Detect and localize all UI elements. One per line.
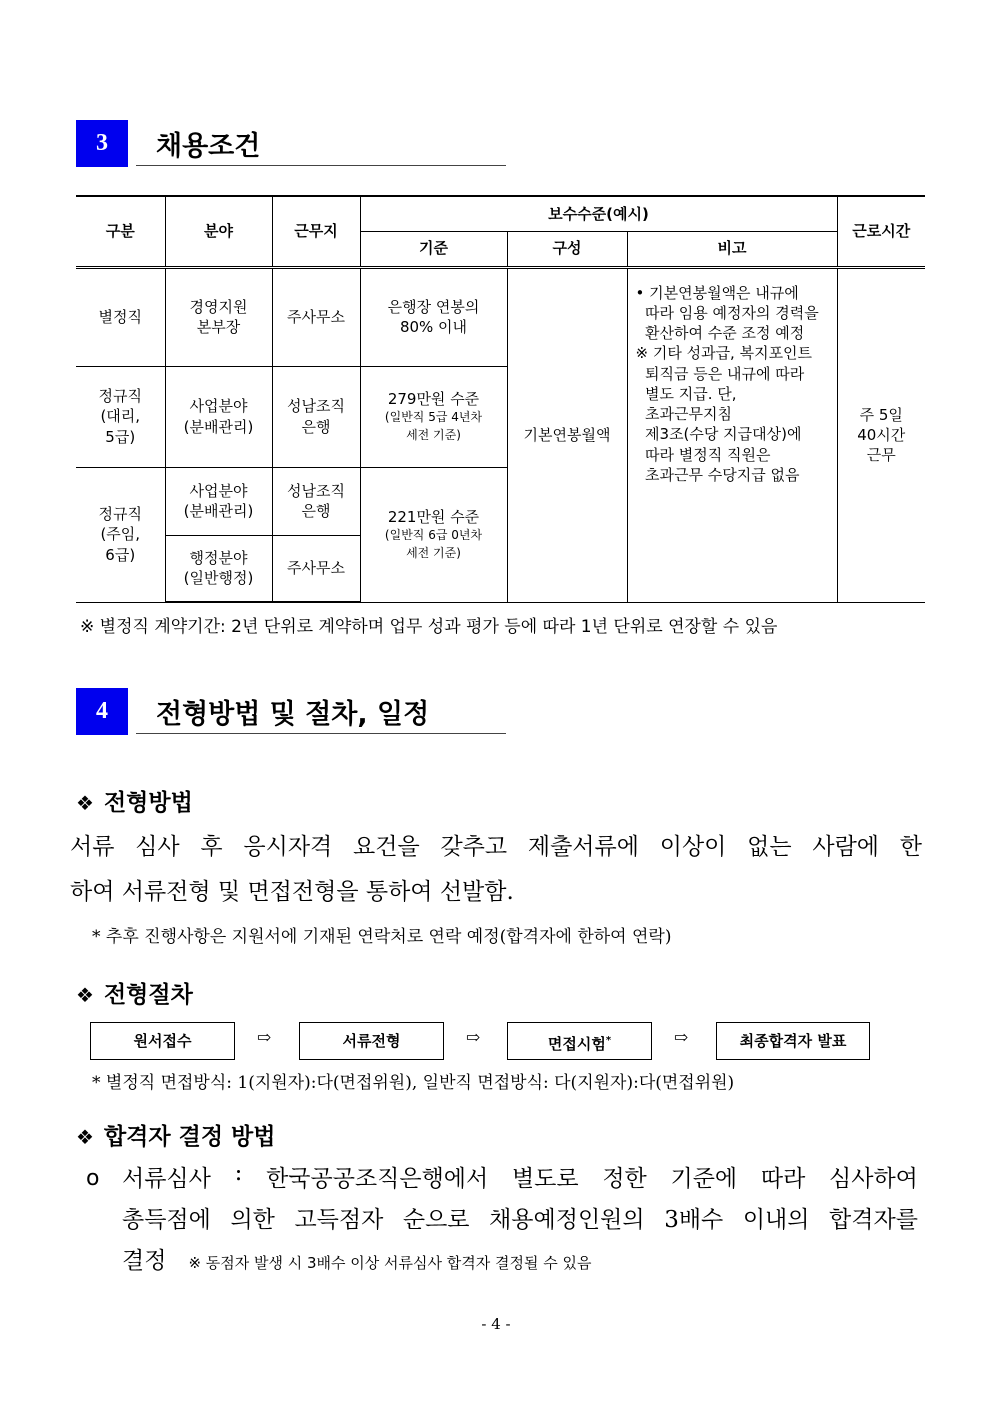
- header-pay-composition: 구성: [507, 231, 627, 267]
- section-title: 전형방법 및 절차, 일정: [156, 699, 430, 730]
- method-text-line-2: 하여 서류전형 및 면접전형을 통하여 선발함.: [70, 879, 514, 905]
- decision-note: ※ 동점자 발생 시 3배수 이상 서류심사 합격자 결정될 수 있음: [188, 1254, 592, 1272]
- diamond-bullet-icon: ❖: [76, 1125, 94, 1149]
- right-arrow-icon: ⇨: [674, 1028, 689, 1048]
- cell-field: 행정분야 (일반행정): [165, 535, 272, 602]
- header-remarks: 비고: [627, 231, 837, 267]
- step-final-announcement: 최종합격자 발표: [716, 1022, 870, 1060]
- diamond-bullet-icon: ❖: [76, 791, 94, 815]
- cell-field: 사업분야 (분배관리): [165, 467, 272, 535]
- section-title: 채용조건: [156, 131, 261, 162]
- header-pay-basis: 기준: [360, 231, 507, 267]
- decision-text-line-1: 서류심사 : 한국공공조직은행에서 별도로 정한 기준에 따라 심사하여: [122, 1160, 918, 1192]
- table-row: [76, 267, 925, 366]
- cell-category: 정규직 (주임, 6급): [76, 467, 165, 602]
- procedure-note: * 별정직 면접방식: 1(지원자):다(면접위원), 일반직 면접방식: 다(지원자):다(면접위원): [92, 1073, 735, 1093]
- step-application: 원서접수: [90, 1022, 235, 1060]
- employment-conditions-table: [76, 195, 925, 603]
- cell-pay-basis: 221만원 수준 (일반직 6급 0년차 세전 기준): [360, 467, 507, 602]
- section-underline: [136, 733, 506, 734]
- cell-pay-basis: 은행장 연봉의 80% 이내: [360, 267, 507, 366]
- section-underline: [136, 165, 506, 166]
- method-text-line-1: 서류 심사 후 응시자격 요건을 갖추고 제출서류에 이상이 없는 사람에 한: [70, 834, 922, 860]
- cell-location: 주사무소: [272, 535, 360, 602]
- header-pay-level: 보수수준(예시): [360, 196, 837, 231]
- decision-text-line-2: 총득점에 의한 고득점자 순으로 채용예정인원의 3배수 이내의 합격자를: [122, 1207, 918, 1233]
- cell-pay-composition: 기본연봉월액: [507, 267, 627, 602]
- right-arrow-icon: ⇨: [257, 1028, 272, 1048]
- cell-work-hours: 주 5일 40시간 근무: [837, 267, 925, 602]
- section-number-badge: 3: [76, 120, 128, 167]
- procedure-heading: ❖ 전형절차: [76, 982, 193, 1008]
- decision-text-line-3: 결정 ※ 동점자 발생 시 3배수 이상 서류심사 합격자 결정될 수 있음: [122, 1248, 592, 1274]
- method-note: * 추후 진행사항은 지원서에 기재된 연락처로 연락 예정(합격자에 한하여 연락): [92, 927, 672, 947]
- header-work-hours: 근로시간: [837, 196, 925, 267]
- step-document-screening: 서류전형: [299, 1022, 444, 1060]
- header-category: 구분: [76, 196, 165, 267]
- method-heading: ❖ 전형방법: [76, 790, 193, 816]
- cell-remarks: • 기본연봉월액은 내규에 따라 임용 예정자의 경력을 환산하여 수준 조정 예정 ※ 기타 성과급, 복지포인트 퇴직금 등은 내규에 따라 별도 지급. 단, 초과근무지침 제3조(수당 지급대상)에 따라 별정직 직원은 초과근무 수당지급 없음: [627, 267, 837, 602]
- section-number-badge: 4: [76, 688, 128, 735]
- table-footnote: ※ 별정직 계약기간: 2년 단위로 계약하며 업무 성과 평가 등에 따라 1년 단위로 연장할 수 있음: [80, 617, 778, 637]
- page-number: - 4 -: [481, 1315, 511, 1333]
- cell-category: 정규직 (대리, 5급): [76, 366, 165, 467]
- step-interview: 면접시험*: [507, 1022, 652, 1060]
- diamond-bullet-icon: ❖: [76, 983, 94, 1007]
- decision-heading: ❖ 합격자 결정 방법: [76, 1124, 276, 1150]
- cell-category: 별정직: [76, 267, 165, 366]
- header-location: 근무지: [272, 196, 360, 267]
- cell-location: 성남조직 은행: [272, 366, 360, 467]
- cell-location: 주사무소: [272, 267, 360, 366]
- cell-location: 성남조직 은행: [272, 467, 360, 535]
- cell-field: 사업분야 (분배관리): [165, 366, 272, 467]
- header-field: 분야: [165, 196, 272, 267]
- cell-pay-basis: 279만원 수준 (일반직 5급 4년차 세전 기준): [360, 366, 507, 467]
- right-arrow-icon: ⇨: [466, 1028, 481, 1048]
- circle-bullet-icon: o: [86, 1166, 100, 1191]
- cell-field: 경영지원 본부장: [165, 267, 272, 366]
